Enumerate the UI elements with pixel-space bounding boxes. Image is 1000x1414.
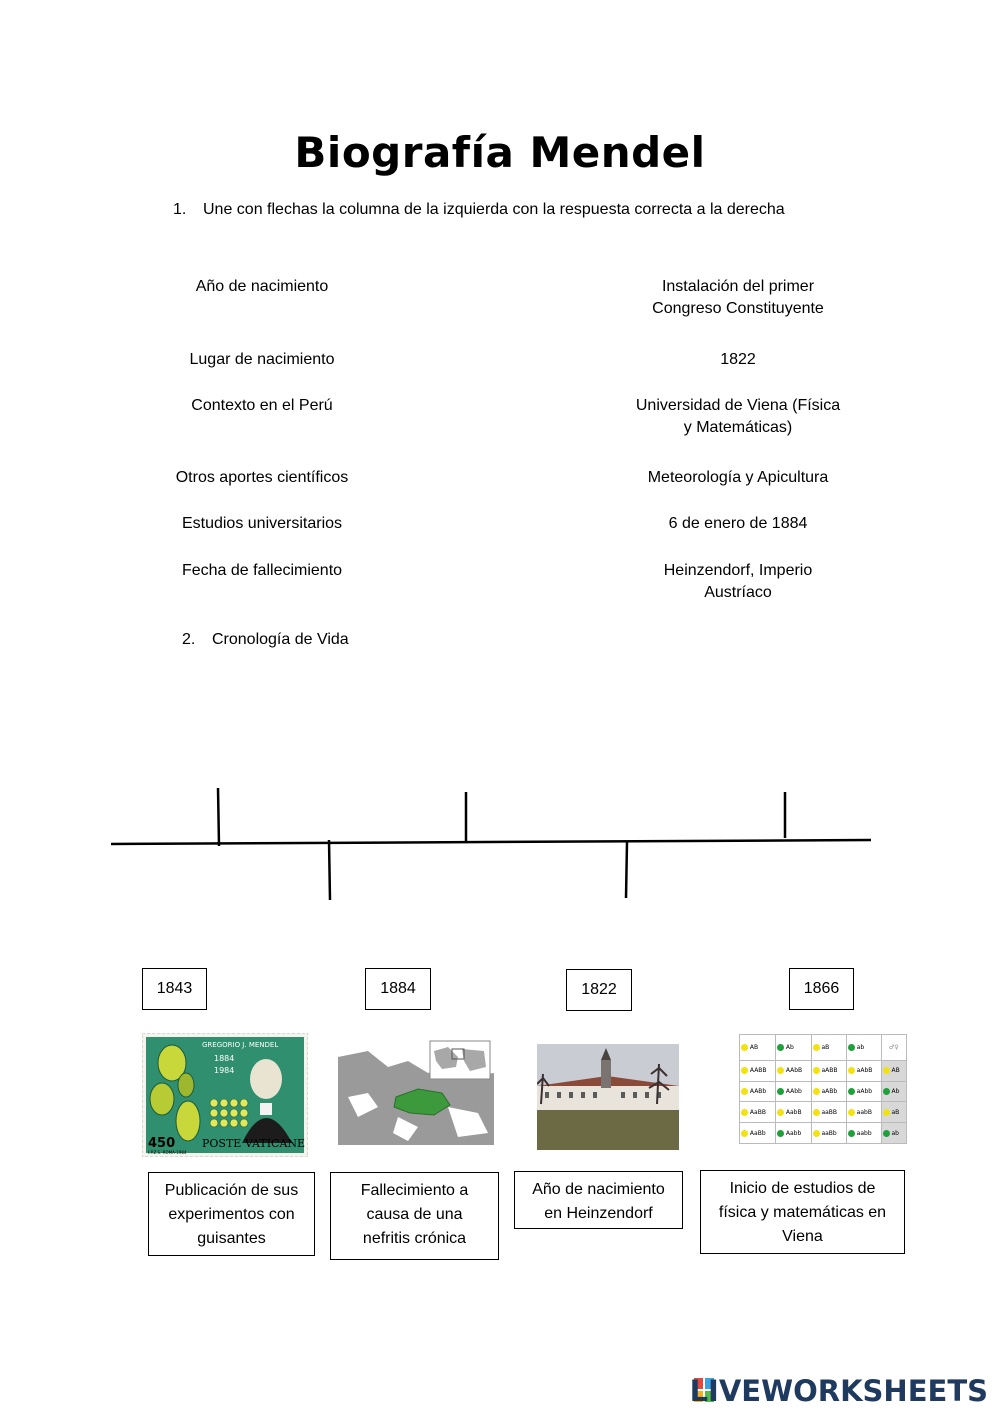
right-item-3-line-2: y Matemáticas) (683, 419, 793, 436)
punnett-corner-cell: ♂♀ (881, 1035, 906, 1061)
punnett-label: ab (856, 1043, 865, 1051)
right-item-2-line-1: 1822 (720, 351, 756, 368)
description-1-line-3: guisantes (197, 1230, 266, 1247)
green-pea-icon (883, 1088, 890, 1095)
yellow-pea-icon (813, 1109, 820, 1116)
instruction-2-text: Cronología de Vida (212, 631, 349, 648)
punnett-cell (881, 1060, 906, 1081)
green-pea-icon (777, 1088, 784, 1095)
punnett-label: aABB (821, 1067, 838, 1075)
left-item-3[interactable]: Contexto en el Perú (191, 397, 333, 414)
year-box-4[interactable]: 1866 (789, 968, 854, 1010)
punnett-cell (811, 1060, 846, 1081)
description-4-line-1: Inicio de estudios de (729, 1180, 876, 1197)
description-2-line-1: Fallecimiento a (360, 1182, 469, 1199)
punnett-label: aABb (821, 1088, 838, 1096)
instruction-1-number: 1. (173, 201, 187, 218)
description-4-line-2: física y matemáticas en (718, 1204, 887, 1221)
punnett-label: AaBB (749, 1108, 766, 1116)
punnett-label: Ab (785, 1043, 794, 1051)
punnett-cell (740, 1081, 776, 1102)
punnett-label: Ab (891, 1088, 900, 1096)
stamp-value: 450 (148, 1136, 176, 1151)
description-1-line-1: Publicación de sus (164, 1182, 299, 1199)
instruction-2-number: 2. (182, 631, 196, 648)
description-box-1[interactable] (148, 1172, 315, 1256)
right-item-2[interactable] (600, 349, 876, 371)
right-item-4-line-1: Meteorología y Apicultura (647, 469, 829, 486)
green-pea-icon (848, 1130, 855, 1137)
yellow-pea-icon (741, 1109, 748, 1116)
punnett-cell (846, 1081, 881, 1102)
right-item-5-line-1: 6 de enero de 1884 (668, 515, 808, 532)
yellow-pea-icon (777, 1067, 784, 1074)
stamp-country: POSTE VATICANE (202, 1137, 306, 1150)
monastery-graphic (537, 1044, 679, 1150)
punnett-row (740, 1060, 907, 1081)
description-2-line-2: causa de una (366, 1206, 463, 1223)
punnett-row (740, 1123, 907, 1144)
instruction-2 (182, 631, 349, 649)
punnett-header-cell (846, 1035, 881, 1061)
mendel-stamp-image (142, 1033, 308, 1157)
monastery-photo (537, 1044, 679, 1150)
description-2-line-3: nefritis crónica (362, 1230, 467, 1247)
description-1-line-2: experimentos con (168, 1206, 295, 1223)
punnett-cell (811, 1081, 846, 1102)
austria-map-image (338, 1037, 494, 1145)
punnett-table (739, 1034, 907, 1144)
punnett-label: AABB (749, 1067, 767, 1075)
punnett-cell (811, 1123, 846, 1144)
left-item-5[interactable]: Estudios universitarios (181, 515, 343, 532)
punnett-label: Aabb (785, 1129, 802, 1137)
green-pea-icon (777, 1130, 784, 1137)
punnett-row (740, 1102, 907, 1123)
right-item-3-line-1: Universidad de Viena (Física (635, 397, 841, 414)
punnett-label: aB (821, 1043, 830, 1051)
timeline-tick-4 (626, 842, 627, 898)
punnett-cell (881, 1123, 906, 1144)
punnett-cell (775, 1081, 811, 1102)
stamp-graphic (142, 1033, 308, 1157)
punnett-cell (775, 1123, 811, 1144)
right-item-1[interactable] (600, 276, 876, 320)
page-title: Biografía Mendel (294, 128, 706, 177)
punnett-header-cell (740, 1035, 776, 1061)
green-pea-icon (848, 1088, 855, 1095)
punnett-cell (740, 1102, 776, 1123)
punnett-square-image (739, 1034, 907, 1144)
yellow-pea-icon (813, 1130, 820, 1137)
timeline (100, 780, 890, 910)
description-box-3[interactable] (514, 1171, 683, 1229)
punnett-label: aAbb (856, 1088, 873, 1096)
map-graphic (338, 1037, 494, 1145)
punnett-cell (811, 1102, 846, 1123)
description-box-2[interactable] (330, 1172, 499, 1260)
right-item-6[interactable] (600, 560, 876, 604)
punnett-header-cell (811, 1035, 846, 1061)
green-pea-icon (883, 1130, 890, 1137)
yellow-pea-icon (813, 1044, 820, 1051)
year-box-3[interactable]: 1822 (566, 969, 632, 1011)
yellow-pea-icon (813, 1067, 820, 1074)
punnett-cell (846, 1123, 881, 1144)
description-3-line-1: Año de nacimiento (532, 1181, 665, 1198)
description-3-line-2: en Heinzendorf (544, 1205, 653, 1222)
year-box-2[interactable]: 1884 (365, 968, 431, 1010)
punnett-label: aaBb (821, 1129, 837, 1137)
year-box-1[interactable]: 1843 (142, 968, 207, 1010)
punnett-cell (740, 1060, 776, 1081)
timeline-axis (111, 840, 871, 844)
punnett-cell (775, 1102, 811, 1123)
yellow-pea-icon (741, 1067, 748, 1074)
punnett-label: AB (749, 1043, 759, 1051)
punnett-label: AabB (785, 1108, 802, 1116)
stamp-year-1: 1884 (214, 1054, 235, 1063)
punnett-label: aB (891, 1108, 900, 1116)
right-item-6-line-2: Austríaco (704, 584, 772, 601)
punnett-header-cell (775, 1035, 811, 1061)
left-item-4[interactable]: Otros aportes científicos (175, 469, 349, 486)
right-item-1-line-1: Instalación del primer (661, 278, 815, 295)
punnett-label: AaBb (749, 1129, 766, 1137)
brand-wordmark: LIVEWORKSHEETS (689, 1374, 988, 1408)
punnett-label: aAbB (856, 1067, 873, 1075)
punnett-label: aabb (856, 1129, 872, 1137)
yellow-pea-icon (848, 1109, 855, 1116)
punnett-header-row (740, 1035, 907, 1061)
left-item-1[interactable]: Año de nacimiento (195, 278, 329, 295)
right-item-5[interactable] (600, 513, 876, 535)
right-item-4[interactable] (600, 467, 876, 489)
yellow-pea-icon (777, 1109, 784, 1116)
instruction-1-text: Une con flechas la columna de la izquierda con la respuesta correcta a la derecha (203, 201, 785, 218)
right-item-3[interactable] (600, 395, 876, 439)
green-pea-icon (848, 1044, 855, 1051)
stamp-print-text: I.P.Z.S.-ROMA-1984 (148, 1150, 187, 1155)
punnett-cell (846, 1102, 881, 1123)
yellow-pea-icon (848, 1067, 855, 1074)
yellow-pea-icon (883, 1067, 890, 1074)
description-box-4[interactable] (700, 1170, 905, 1254)
yellow-pea-icon (813, 1088, 820, 1095)
yellow-pea-icon (741, 1130, 748, 1137)
right-item-1-line-2: Congreso Constituyente (652, 300, 824, 317)
punnett-cell (740, 1123, 776, 1144)
timeline-tick-1 (218, 788, 219, 846)
punnett-label: AAbB (785, 1067, 803, 1075)
punnett-label: aabB (856, 1108, 872, 1116)
punnett-label: AAbb (785, 1088, 802, 1096)
punnett-cell (881, 1081, 906, 1102)
timeline-tick-2 (329, 840, 330, 900)
punnett-cell (846, 1060, 881, 1081)
right-item-6-line-1: Heinzendorf, Imperio (663, 562, 813, 579)
green-pea-icon (777, 1044, 784, 1051)
stamp-year-2: 1984 (214, 1066, 235, 1075)
punnett-label: AABb (749, 1088, 767, 1096)
punnett-label: AB (891, 1067, 900, 1075)
punnett-row (740, 1081, 907, 1102)
yellow-pea-icon (883, 1109, 890, 1116)
yellow-pea-icon (741, 1044, 748, 1051)
left-item-6[interactable]: Fecha de fallecimiento (181, 562, 343, 579)
punnett-label: aaBB (821, 1108, 838, 1116)
instruction-1 (173, 201, 785, 219)
punnett-label: ab (891, 1129, 899, 1137)
punnett-cell (775, 1060, 811, 1081)
stamp-name: GREGORIO J. MENDEL (202, 1041, 279, 1049)
yellow-pea-icon (741, 1088, 748, 1095)
punnett-cell (881, 1102, 906, 1123)
left-item-2[interactable]: Lugar de nacimiento (189, 351, 335, 368)
description-4-line-3: Viena (782, 1228, 823, 1245)
